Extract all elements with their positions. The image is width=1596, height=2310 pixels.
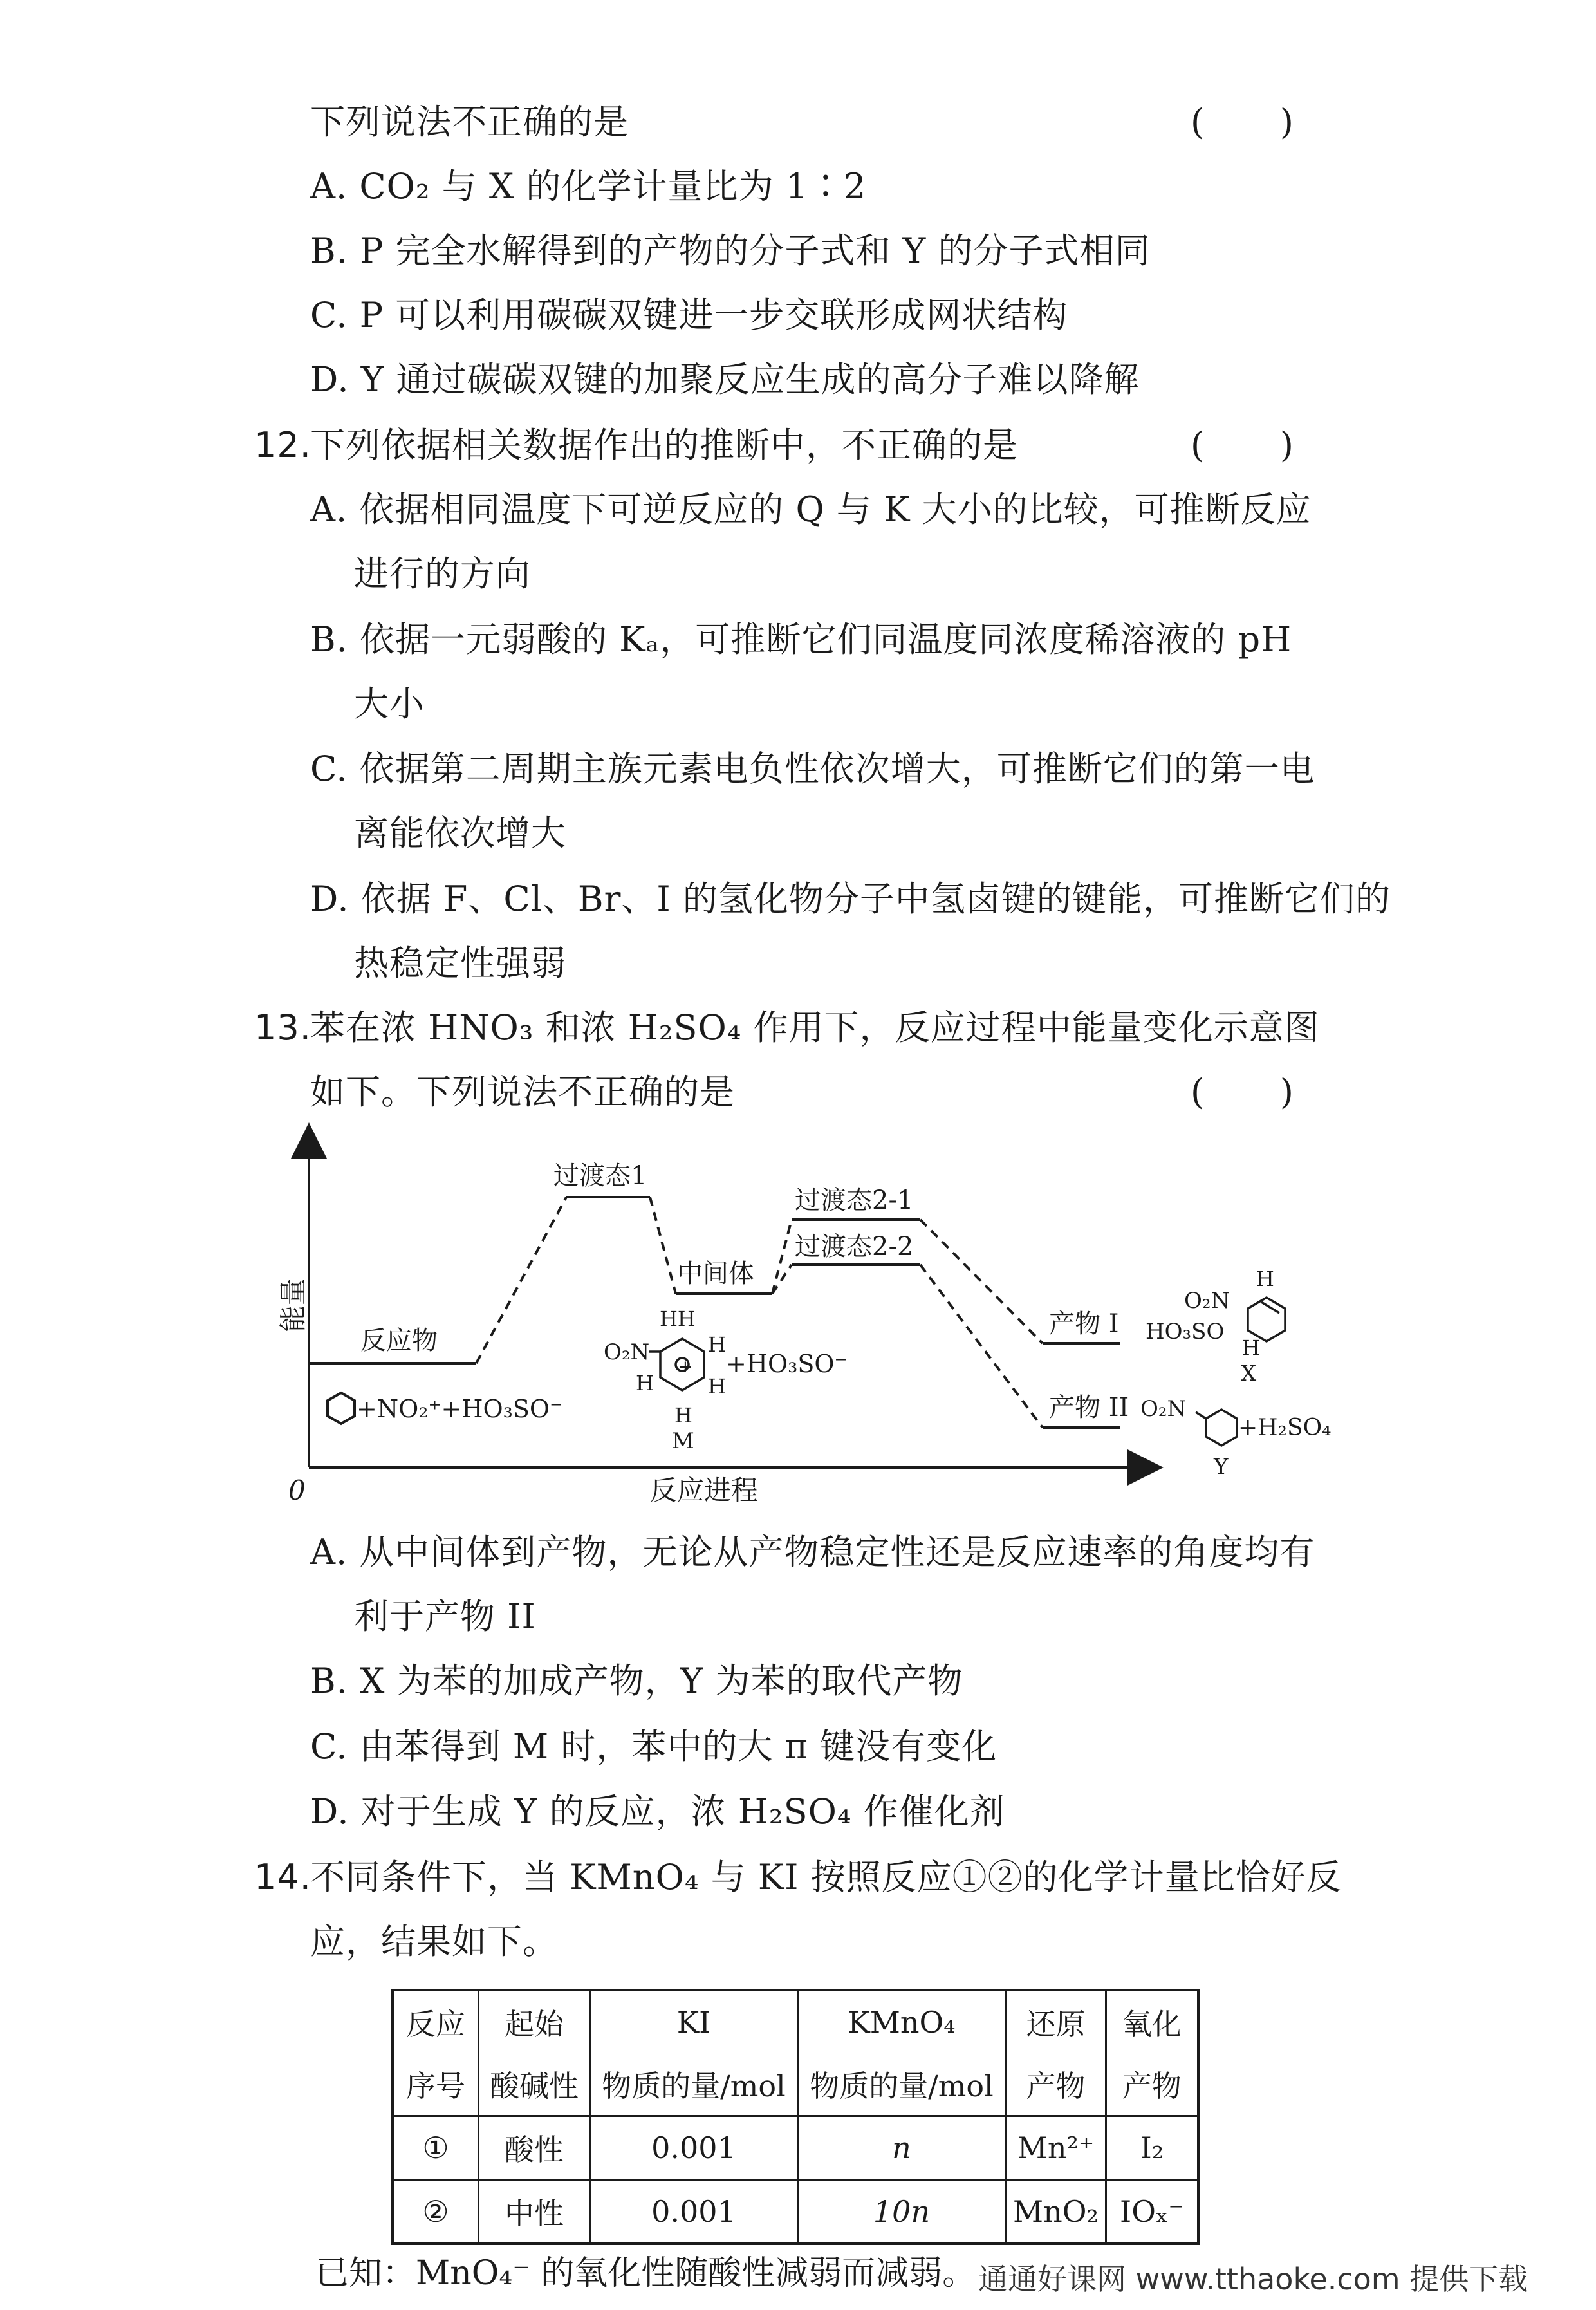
q14-stem-1: 不同条件下，当 KMnO₄ 与 KI 按照反应①②的化学计量比恰好反 [310, 1857, 1342, 1897]
table-header-row-1 [393, 1990, 1198, 2053]
x-o2n: O₂N [1184, 1288, 1230, 1314]
y-o2n: O₂N [1140, 1396, 1187, 1422]
table-row [393, 2116, 1198, 2180]
intermediate-m-structure [649, 1339, 704, 1390]
q12-option-a: A. 依据相同温度下可逆反应的 Q 与 K 大小的比较，可推断反应 [310, 489, 1312, 530]
q11-option-a: A. CO₂ 与 X 的化学计量比为 1∶2 [310, 166, 867, 207]
q14-number: 14. [254, 1857, 311, 1897]
q14-stem-2: 应，结果如下。 [310, 1921, 558, 1962]
q11-stem: 下列说法不正确的是 [310, 102, 629, 142]
q14-results-table [391, 1989, 1200, 2245]
th-red: 还原 [1006, 1990, 1106, 2053]
energy-diagram [277, 1133, 1339, 1513]
q13-number: 13. [254, 1007, 311, 1048]
th-reaction-2: 序号 [393, 2053, 479, 2116]
q12-number: 12. [254, 425, 311, 465]
q12-option-c-cont: 离能依次增大 [354, 813, 566, 853]
label-product2: 产物 II [1049, 1393, 1129, 1422]
q13-option-b: B. X 为苯的加成产物，Y 为苯的取代产物 [310, 1661, 963, 1701]
q11-option-b: B. P 完全水解得到的产物的分子式和 Y 的分子式相同 [310, 230, 1151, 271]
q13-stem-1: 苯在浓 HNO₃ 和浓 H₂SO₄ 作用下，反应过程中能量变化示意图 [310, 1007, 1320, 1048]
cell-red: MnO₂ [1006, 2180, 1106, 2244]
label-intermediate: 中间体 [677, 1259, 754, 1289]
x-label: X [1241, 1361, 1257, 1386]
th-acid-2: 酸碱性 [479, 2053, 590, 2116]
dashed-connectors [476, 1197, 1043, 1428]
m-h-right-2: H [708, 1374, 726, 1399]
cell-no: ① [393, 2116, 479, 2180]
q12-option-d-cont: 热稳定性强弱 [354, 943, 566, 983]
cell-acid: 中性 [479, 2180, 590, 2244]
q11-option-d: D. Y 通过碳碳双键的加聚反应生成的高分子难以降解 [310, 359, 1140, 400]
m-o2n: O₂N [604, 1339, 650, 1365]
q12-option-c: C. 依据第二周期主族元素电负性依次增大，可推断它们的第一电 [310, 749, 1315, 789]
q13-stem-2: 如下。下列说法不正确的是 [310, 1072, 735, 1112]
m-h-top: HH [660, 1307, 696, 1331]
table-header-row-2 [393, 2053, 1198, 2116]
q11-option-c: C. P 可以利用碳碳双键进一步交联形成网状结构 [310, 295, 1068, 335]
y-label: Y [1214, 1454, 1229, 1480]
th-ox-2: 产物 [1106, 2053, 1198, 2116]
q13-option-d: D. 对于生成 Y 的反应，浓 H₂SO₄ 作催化剂 [310, 1791, 1005, 1832]
q13-answer-paren: ( ) [1191, 1072, 1294, 1112]
th-reaction: 反应 [393, 1990, 479, 2053]
cell-no: ② [393, 2180, 479, 2244]
m-h-bottom: H [674, 1403, 692, 1428]
m-h-left: H [636, 1371, 654, 1395]
q14-note: 已知：MnO₄⁻ 的氧化性随酸性减弱而减弱。 [315, 2254, 976, 2293]
q13-option-a: A. 从中间体到产物，无论从产物稳定性还是反应速率的角度均有 [310, 1532, 1315, 1572]
origin-label: 0 [288, 1475, 306, 1506]
label-ts21: 过渡态2-1 [795, 1186, 914, 1215]
label-reactant: 反应物 [360, 1326, 438, 1355]
cell-ox: IOₓ⁻ [1106, 2180, 1198, 2244]
cell-ki: 0.001 [590, 2116, 798, 2180]
cell-ox: I₂ [1106, 2116, 1198, 2180]
q12-option-a-cont: 进行的方向 [354, 554, 531, 594]
label-product1: 产物 I [1049, 1309, 1119, 1339]
q13-option-c: C. 由苯得到 M 时，苯中的大 π 键没有变化 [310, 1726, 998, 1767]
q11-answer-paren: ( ) [1191, 102, 1294, 142]
th-acid: 起始 [479, 1990, 590, 2053]
q12-answer-paren: ( ) [1191, 425, 1294, 465]
product-y-structure [1196, 1410, 1237, 1446]
m-plus-sign: + [678, 1357, 692, 1377]
label-ts22: 过渡态2-2 [795, 1232, 914, 1262]
energy-diagram-svg [277, 1133, 1339, 1513]
cell-kmno4: 10n [798, 2180, 1006, 2244]
table-row [393, 2180, 1198, 2244]
x-ho3so: HO₃SO [1146, 1319, 1225, 1345]
m-plus-hso: +HO₃SO⁻ [726, 1350, 848, 1378]
m-label: M [672, 1428, 694, 1454]
cell-red: Mn²⁺ [1006, 2116, 1106, 2180]
th-kmno4: KMnO₄ [798, 1990, 1006, 2053]
reactant-formula: +NO₂⁺+HO₃SO⁻ [357, 1395, 563, 1423]
y-axis-label: 能量 [277, 1278, 309, 1332]
q14-table-wrap [391, 1989, 1200, 2245]
q12-option-d: D. 依据 F、Cl、Br、I 的氢化物分子中氢卤键的键能，可推断它们的 [310, 879, 1391, 919]
y-plus-h2so4: +H₂SO₄ [1238, 1415, 1332, 1441]
th-ki-2: 物质的量/mol [590, 2053, 798, 2116]
x-h-bottom: H [1242, 1336, 1260, 1360]
th-ox: 氧化 [1106, 1990, 1198, 2053]
label-ts1: 过渡态1 [553, 1161, 647, 1191]
q12-stem: 下列依据相关数据作出的推断中，不正确的是 [310, 425, 1018, 465]
cell-ki: 0.001 [590, 2180, 798, 2244]
x-h-top: H [1256, 1267, 1274, 1291]
q13-option-a-cont: 利于产物 II [354, 1596, 536, 1637]
q12-option-b: B. 依据一元弱酸的 Kₐ，可推断它们同温度同浓度稀溶液的 pH [310, 619, 1292, 660]
cell-kmno4: n [798, 2116, 1006, 2180]
product-x-structure [1248, 1298, 1285, 1341]
watermark: 通通好课网 www.tthaoke.com 提供下载 [978, 2262, 1528, 2296]
th-ki: KI [590, 1990, 798, 2053]
q12-option-b-cont: 大小 [354, 684, 425, 724]
th-red-2: 产物 [1006, 2053, 1106, 2116]
cell-acid: 酸性 [479, 2116, 590, 2180]
m-h-right-1: H [708, 1332, 726, 1357]
benzene-structure [328, 1393, 355, 1424]
x-axis-label: 反应进程 [650, 1475, 759, 1506]
th-kmno4-2: 物质的量/mol [798, 2053, 1006, 2116]
